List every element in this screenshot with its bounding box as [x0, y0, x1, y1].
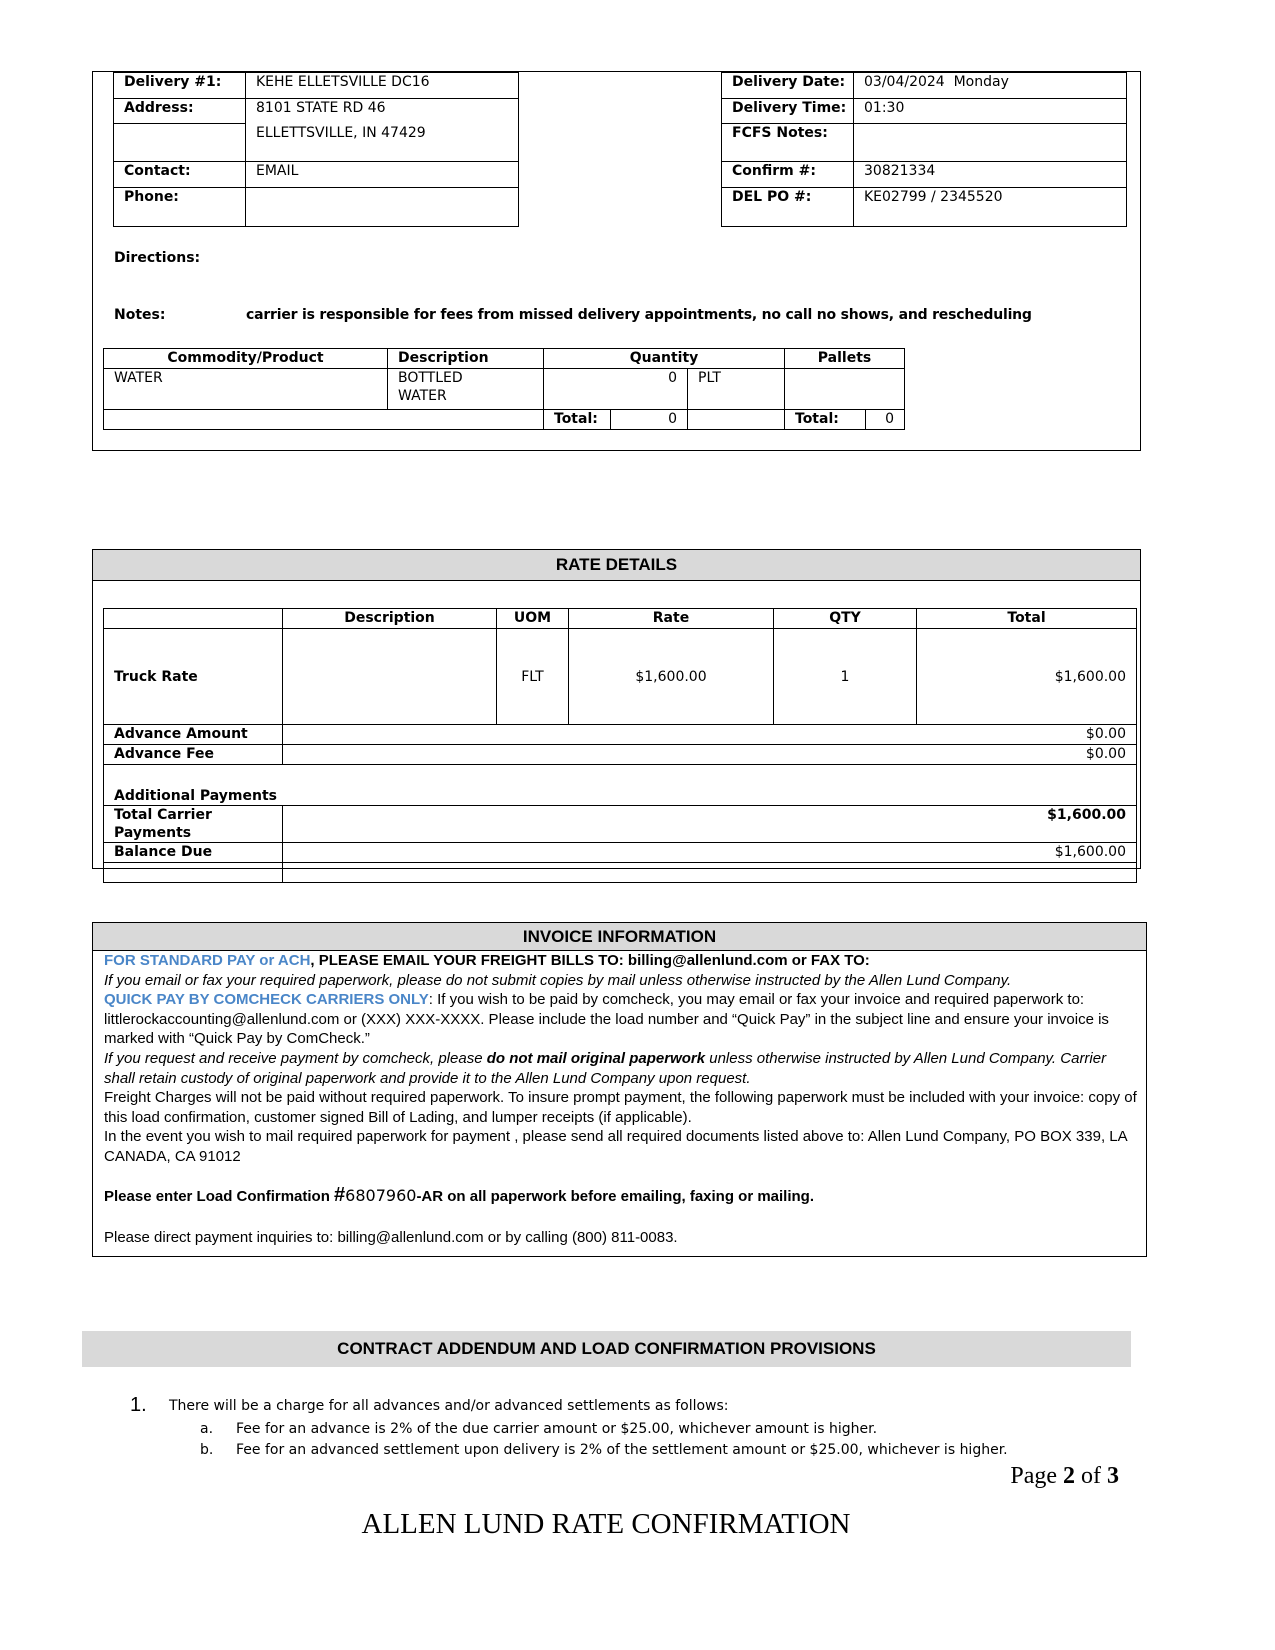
commodity-header: Commodity/Product: [104, 349, 388, 369]
advance-amount-label: Advance Amount: [104, 725, 283, 745]
standard-pay-rest: , PLEASE EMAIL YOUR FREIGHT BILLS TO: billing@allenlund.com or FAX TO:: [310, 952, 870, 969]
phone-label: Phone:: [114, 188, 246, 227]
contract-item-text: There will be a charge for all advances and/or advanced settlements as follows:: [169, 1398, 729, 1414]
delivery-date-value: 03/04/2024 Monday: [854, 73, 1127, 99]
page-current: 2: [1063, 1463, 1075, 1489]
standard-pay-line: [104, 951, 1140, 971]
comcheck-paragraph: [104, 1049, 1140, 1088]
load-confirmation-text-b: -AR on all paperwork before emailing, faxing or mailing.: [416, 1187, 815, 1205]
standard-pay-label: FOR STANDARD PAY or ACH: [104, 952, 311, 969]
comcheck-text-a: If you request and receive payment by comcheck, please: [104, 1049, 487, 1067]
page-of: of: [1075, 1463, 1107, 1489]
confirm-value: 30821334: [854, 162, 1127, 188]
total-header: Total: [917, 609, 1137, 629]
rate-description-header: Description: [283, 609, 497, 629]
delivery-schedule-table: [721, 72, 1127, 227]
quick-pay-label: QUICK PAY BY COMCHECK CARRIERS ONLY: [104, 991, 429, 1009]
contract-sub-mark-b: b.: [200, 1442, 214, 1458]
phone-value: [246, 188, 519, 227]
truck-rate-label: Truck Rate: [104, 629, 283, 725]
footer-title: ALLEN LUND RATE CONFIRMATION: [361, 1508, 851, 1540]
pallets-total-label: Total:: [785, 410, 866, 430]
comcheck-text-b: do not mail original paperwork: [486, 1049, 706, 1067]
delivery-time-value: 01:30: [854, 99, 1127, 124]
notes-text: carrier is responsible for fees from missed delivery appointments, no call no shows, and rescheduling: [246, 307, 1032, 323]
email-fax-note: If you email or fax your required paperwork, please do not submit copies by mail unless otherwise instructed by the Allen Lund Company.: [104, 971, 1012, 989]
rate-details-title: RATE DETAILS: [93, 550, 1140, 581]
comcheck-text-c: unless otherwise instructed by Allen Lund Company. Carrier shall retain custody of original paperwork and provide it to the Allen Lund Company upon request.: [104, 1049, 1107, 1087]
table-row: [104, 629, 1137, 725]
fcfs-notes-value: [854, 124, 1127, 162]
truck-rate-rate: $1,600.00: [569, 629, 774, 725]
load-confirmation-hash: #: [334, 1183, 346, 1206]
load-confirmation-number: 6807960: [345, 1185, 417, 1205]
table-row: [104, 369, 905, 410]
address-blank-label: [114, 124, 246, 162]
load-confirmation-text-a: Please enter Load Confirmation: [104, 1187, 335, 1205]
pallets-cell: [785, 369, 905, 410]
unit-total-cell: [688, 410, 785, 430]
rate-table: [103, 608, 1137, 883]
delivery-name: KEHE ELLETSVILLE DC16: [246, 73, 519, 99]
payment-inquiries-line: Please direct payment inquiries to: billing@allenlund.com or by calling (800) 811-0083.: [104, 1229, 678, 1247]
contract-title: CONTRACT ADDENDUM AND LOAD CONFIRMATION PROVISIONS: [82, 1331, 1131, 1367]
pallets-total-value: 0: [866, 410, 905, 430]
advance-amount-value: $0.00: [283, 725, 1137, 745]
rate-empty-cell: [104, 863, 283, 883]
invoice-title: INVOICE INFORMATION: [93, 923, 1146, 951]
invoice-body: [104, 951, 1140, 1248]
rate-empty-cell: [283, 863, 1137, 883]
page-prefix: Page: [1010, 1463, 1063, 1489]
balance-due-value: $1,600.00: [283, 843, 1137, 863]
quantity-cell: 0: [544, 369, 688, 410]
del-po-label: DEL PO #:: [722, 188, 854, 227]
description-header: Description: [388, 349, 544, 369]
truck-rate-description: [283, 629, 497, 725]
delivery-label: Delivery #1:: [114, 73, 246, 99]
page-total: 3: [1107, 1463, 1119, 1489]
confirm-label: Confirm #:: [722, 162, 854, 188]
product-description-cell: BOTTLED WATER: [388, 369, 544, 410]
contract-item-number: 1.: [130, 1394, 147, 1416]
qty-total-value: 0: [611, 410, 688, 430]
contract-sub-mark-a: a.: [200, 1421, 214, 1437]
quick-pay-paragraph: [104, 990, 1140, 1049]
truck-rate-uom: FLT: [497, 629, 569, 725]
total-carrier-value: $1,600.00: [283, 806, 1137, 843]
contract-sub-text-a: Fee for an advance is 2% of the due carrier amount or $25.00, whichever amount is higher.: [236, 1421, 878, 1437]
uom-header: UOM: [497, 609, 569, 629]
truck-rate-total: $1,600.00: [917, 629, 1137, 725]
product-cell: WATER: [104, 369, 388, 410]
load-confirmation-line: [104, 1183, 1140, 1207]
fcfs-notes-label: FCFS Notes:: [722, 124, 854, 162]
rate-header-blank: [104, 609, 283, 629]
truck-rate-qty: 1: [774, 629, 917, 725]
pallets-header: Pallets: [785, 349, 905, 369]
address-line2: ELLETTSVILLE, IN 47429: [246, 124, 519, 162]
unit-cell: PLT: [688, 369, 785, 410]
quantity-header: Quantity: [544, 349, 785, 369]
contact-value: EMAIL: [246, 162, 519, 188]
address-line1: 8101 STATE RD 46: [246, 99, 519, 124]
advance-fee-value: $0.00: [283, 745, 1137, 765]
contract-sub-text-b: Fee for an advanced settlement upon delivery is 2% of the settlement amount or $25.00, whichever is higher.: [236, 1442, 1008, 1458]
address-label: Address:: [114, 99, 246, 124]
quick-pay-text: : If you wish to be paid by comcheck, you may email or fax your invoice and required paperwork to: littlerockaccounting@allenlund.com or (XXX) XXX-XXXX. Please include the load number and “Quick Pay” in the subject line and ensure your invoice is marked with “Quick Pay by ComCheck.”: [104, 991, 1109, 1048]
freight-charges-paragraph: Freight Charges will not be paid without required paperwork. To insure prompt payment, the following paperwork must be included with your invoice: copy of this load confirmation, customer signed Bill of Lading, and lumper receipts (if applicable).: [104, 1089, 1137, 1126]
delivery-time-label: Delivery Time:: [722, 99, 854, 124]
directions-label: Directions:: [114, 250, 201, 266]
additional-payments-label: Additional Payments: [104, 765, 1137, 806]
delivery-date-label: Delivery Date:: [722, 73, 854, 99]
advance-fee-label: Advance Fee: [104, 745, 283, 765]
qty-header: QTY: [774, 609, 917, 629]
total-row-spacer: [104, 410, 544, 430]
del-po-value: KE02799 / 2345520: [854, 188, 1127, 227]
page-number: [1010, 1463, 1119, 1490]
total-carrier-label: Total Carrier Payments: [104, 806, 283, 843]
balance-due-label: Balance Due: [104, 843, 283, 863]
notes-label: Notes:: [114, 307, 166, 323]
mail-paperwork-paragraph: In the event you wish to mail required paperwork for payment , please send all required documents listed above to: Allen Lund Company, PO BOX 339, LA CANADA, CA 91012: [104, 1128, 1127, 1165]
rate-header: Rate: [569, 609, 774, 629]
commodity-table: [103, 348, 905, 430]
qty-total-label: Total:: [544, 410, 611, 430]
delivery-address-table: [113, 72, 519, 227]
contact-label: Contact:: [114, 162, 246, 188]
